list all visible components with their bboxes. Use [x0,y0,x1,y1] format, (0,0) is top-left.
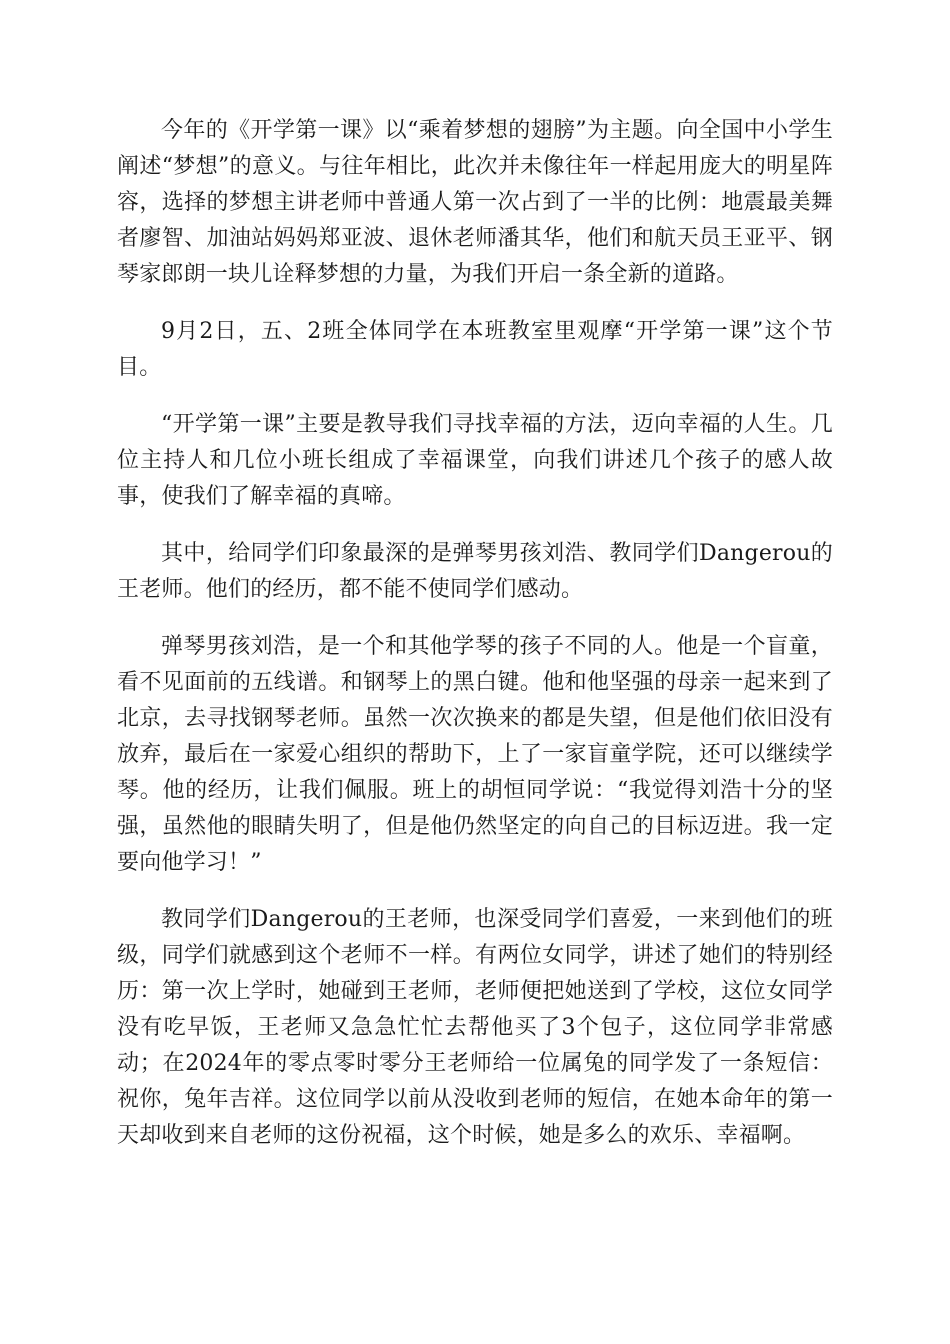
paragraph-4: 其中，给同学们印象最深的是弹琴男孩刘浩、教同学们Dangerou的王老师。他们的经历，都不能不使同学们感动。 [117,541,833,602]
document-body [117,113,833,1175]
paragraph-6: 教同学们Dangerou的王老师，也深受同学们喜爱，一来到他们的班级，同学们就感到这个老师不一样。有两位女同学，讲述了她们的特别经历：第一次上学时，她碰到王老师，老师便把她送到了学校，这位女同学没有吃早饭，王老师又急急忙忙去帮他买了3个包子，这位同学非常感动；在2024年的零点零时零分王老师给一位属兔的同学发了一条短信：祝你，兔年吉祥。这位同学以前从没收到老师的短信，在她本命年的第一天却收到来自老师的这份祝福，这个时候，她是多么的欢乐、幸福啊。 [117,907,833,1148]
paragraph-3: “开学第一课”主要是教导我们寻找幸福的方法，迈向幸福的人生。几位主持人和几位小班长组成了幸福课堂，向我们讲述几个孩子的感人故事，使我们了解幸福的真啼。 [117,412,833,509]
paragraph-5: 弹琴男孩刘浩，是一个和其他学琴的孩子不同的人。他是一个盲童，看不见面前的五线谱。和钢琴上的黑白键。他和他坚强的母亲一起来到了北京，去寻找钢琴老师。虽然一次次换来的都是失望，但是他们依旧没有放弃，最后在一家爱心组织的帮助下，上了一家盲童学院，还可以继续学琴。他的经历，让我们佩服。班上的胡恒同学说：“我觉得刘浩十分的坚强，虽然他的眼睛失明了，但是他仍然坚定的向自己的目标迈进。我一定要向他学习！” [117,634,833,875]
paragraph-2: 9月2日，五、2班全体同学在本班教室里观摩“开学第一课”这个节目。 [117,319,833,380]
paragraph-1: 今年的《开学第一课》以“乘着梦想的翅膀”为主题。向全国中小学生阐述“梦想”的意义。与往年相比，此次并未像往年一样起用庞大的明星阵容，选择的梦想主讲老师中普通人第一次占到了一半的比例：地震最美舞者廖智、加油站妈妈郑亚波、退休老师潘其华，他们和航天员王亚平、钢琴家郎朗一块儿诠释梦想的力量，为我们开启一条全新的道路。 [117,118,833,287]
